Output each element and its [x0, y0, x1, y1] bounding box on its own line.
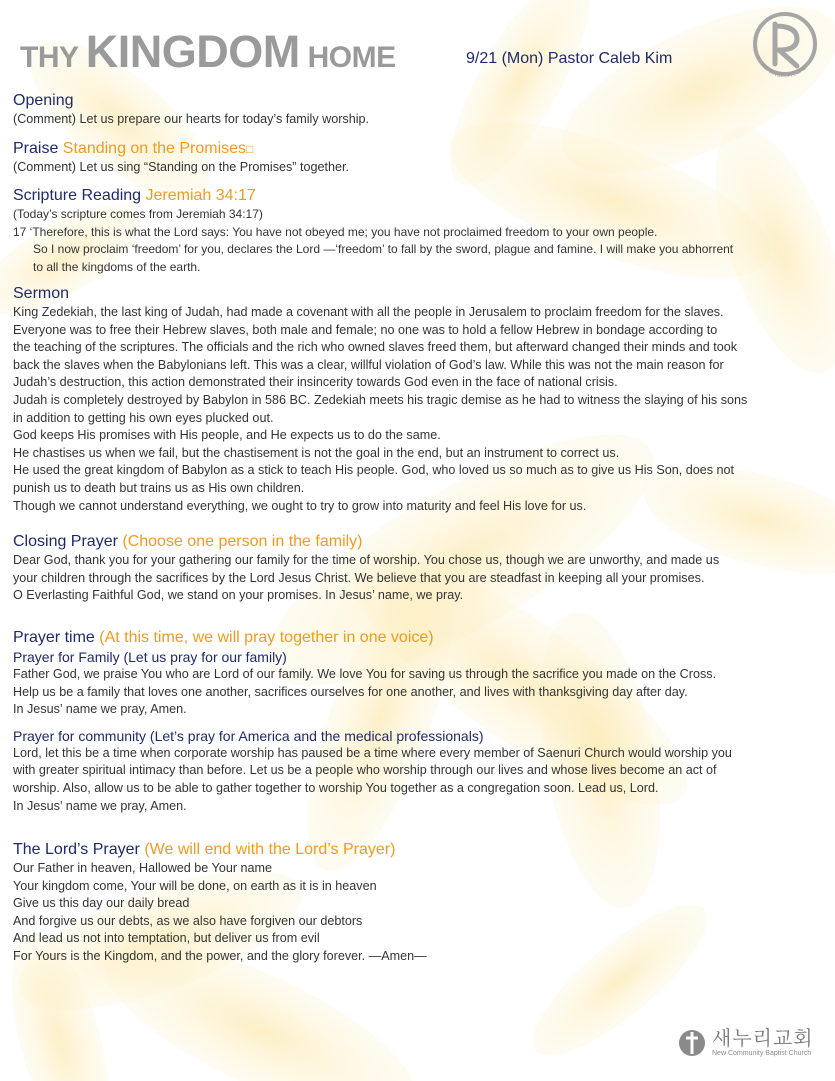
church-logo — [678, 1022, 828, 1066]
scripture-text: (Today’s scripture comes from Jeremiah 34:17) 17 ‘Therefore, this is what the Lord says: You have not obeyed me; you have not proclaimed freedom to your own people. So I now proclaim ‘freedom’ for you, declares the Lord —‘freedom’ to fall by the sword, plague and famine. I will make you abhorrent to all the kingdoms of the earth. — [13, 207, 734, 274]
prayer-time-heading: Prayer time (At this time, we will pray together in one voice) — [13, 629, 434, 646]
opening-comment: (Comment) Let us prepare our hearts for today’s family worship. — [13, 112, 370, 126]
community-prayer-text: Lord, let this be a time when corporate worship has paused be a time where every member of Saenuri Church would worship you with greater spiritual intimacy than before. Let us be a people who worship through our lives and whose lives become an act of worship. Also, allow us to be able to gather together to worship You together as a congregation soon. Lead us, Lord. In Jesus’ name we pray, Amen. — [13, 745, 732, 813]
family-prayer-text: Father God, we praise You who are Lord of our family. We love You for saving us through the sacrifice you made on the Cross. Help us be a family that loves one another, sacrifices ourselves for one another, and lives with thanksgiving day after day. In Jesus’ name we pray, Amen. — [13, 667, 717, 717]
praise-section — [13, 139, 828, 177]
title-part-kingdom: KINGDOM — [85, 26, 300, 77]
praise-heading: Praise Standing on the Promises□ — [13, 140, 254, 157]
opening-heading: Opening — [13, 92, 74, 109]
scripture-section — [13, 186, 828, 276]
lords-prayer-text: Our Father in heaven, Hallowed be Your name Your kingdom come, Your will be done, on earth as it is in heaven Give us this day our daily bread And forgive us our debts, as we also have forgiven our debtors And lead us not into temptation, but deliver us from evil For Yours is the Kingdom, and the power, and the glory forever. —Amen— — [13, 861, 427, 963]
lords-prayer-note: (We will end with the Lord’s Prayer) — [144, 841, 396, 858]
svg-text:THY KINGDOM COME — [758, 61, 808, 79]
date-pastor: 9/21 (Mon) Pastor Caleb Kim — [466, 50, 673, 67]
sermon-heading: Sermon — [13, 285, 70, 302]
closing-prayer-text: Dear God, thank you for your gathering our family for the time of worship. You chose us, though we are unworthy, and made us your children through the sacrifices by the Lord Jesus Christ. We believe that you are steadfast in keeping all your promises. O Everlasting Faithful God, we stand on your promises. In Jesus’ name, we pray. — [13, 553, 720, 603]
logo-ring-text: THY KINGDOM COME — [758, 61, 808, 80]
prayer-time-section — [13, 628, 828, 815]
closing-prayer-heading: Closing Prayer (Choose one person in the family) — [13, 533, 363, 550]
church-mark-icon — [678, 1026, 706, 1058]
community-prayer-heading: Prayer for community (Let’s pray for America and the medical professionals) — [13, 727, 484, 744]
prayer-time-note: (At this time, we will pray together in one voice) — [99, 629, 434, 646]
church-name-english: New Community Baptist Church — [712, 1050, 812, 1057]
praise-song: Standing on the Promises — [62, 140, 247, 157]
closing-prayer-note: (Choose one person in the family) — [122, 533, 363, 550]
lords-prayer-heading: The Lord’s Prayer (We will end with the Lord’s Prayer) — [13, 841, 396, 858]
closing-prayer-section — [13, 532, 828, 605]
praise-comment: (Comment) Let us sing “Standing on the Promises” together. — [13, 160, 349, 174]
church-name-korean: 새누리교회 — [712, 1026, 814, 1050]
title-part-home: HOME — [299, 41, 396, 74]
opening-section — [13, 91, 828, 129]
sermon-section — [13, 284, 828, 515]
family-prayer-heading: Prayer for Family (Let us pray for our family) — [13, 649, 287, 665]
scripture-heading: Scripture Reading Jeremiah 34:17 — [13, 187, 256, 204]
title-part-thy: THY — [20, 41, 86, 74]
thy-kingdom-come-logo — [745, 6, 825, 86]
scripture-reference: Jeremiah 34:17 — [145, 187, 256, 204]
lords-prayer-section — [13, 840, 828, 966]
page-title — [20, 26, 396, 78]
sermon-text: King Zedekiah, the last king of Judah, had made a covenant with all the people in Jerusalem to proclaim freedom for the slaves. Everyone was to free their Hebrew slaves, both male and female; no one was to hold a fellow Hebrew in bondage according to the teaching of the scriptures. The officials and the rich who owned slaves freed them, but afterward changed their minds and took back the slaves when the Babylonians left. This was a clear, willful violation of God’s law. While this was not the main reason for Judah’s destruction, this action demonstrated their insincerity towards God even in the face of national crisis. Judah is completely destroyed by Babylon in 586 BC. Zedekiah meets his tragic demise as he had to witness the slaying of his sons in addition to getting his own eyes plucked out. God keeps His promises with His people, and He expects us to do the same. He chastises us when we fail, but the chastisement is not the goal in the end, but an instrument to correct us. He used the great kingdom of Babylon as a stick to teach His people. God, who loved us so much as to give us His Son, does not punish us to death but trains us as His own children. Though we cannot understand everything, we ought to try to grow into maturity and feel His love for us. — [13, 305, 748, 513]
